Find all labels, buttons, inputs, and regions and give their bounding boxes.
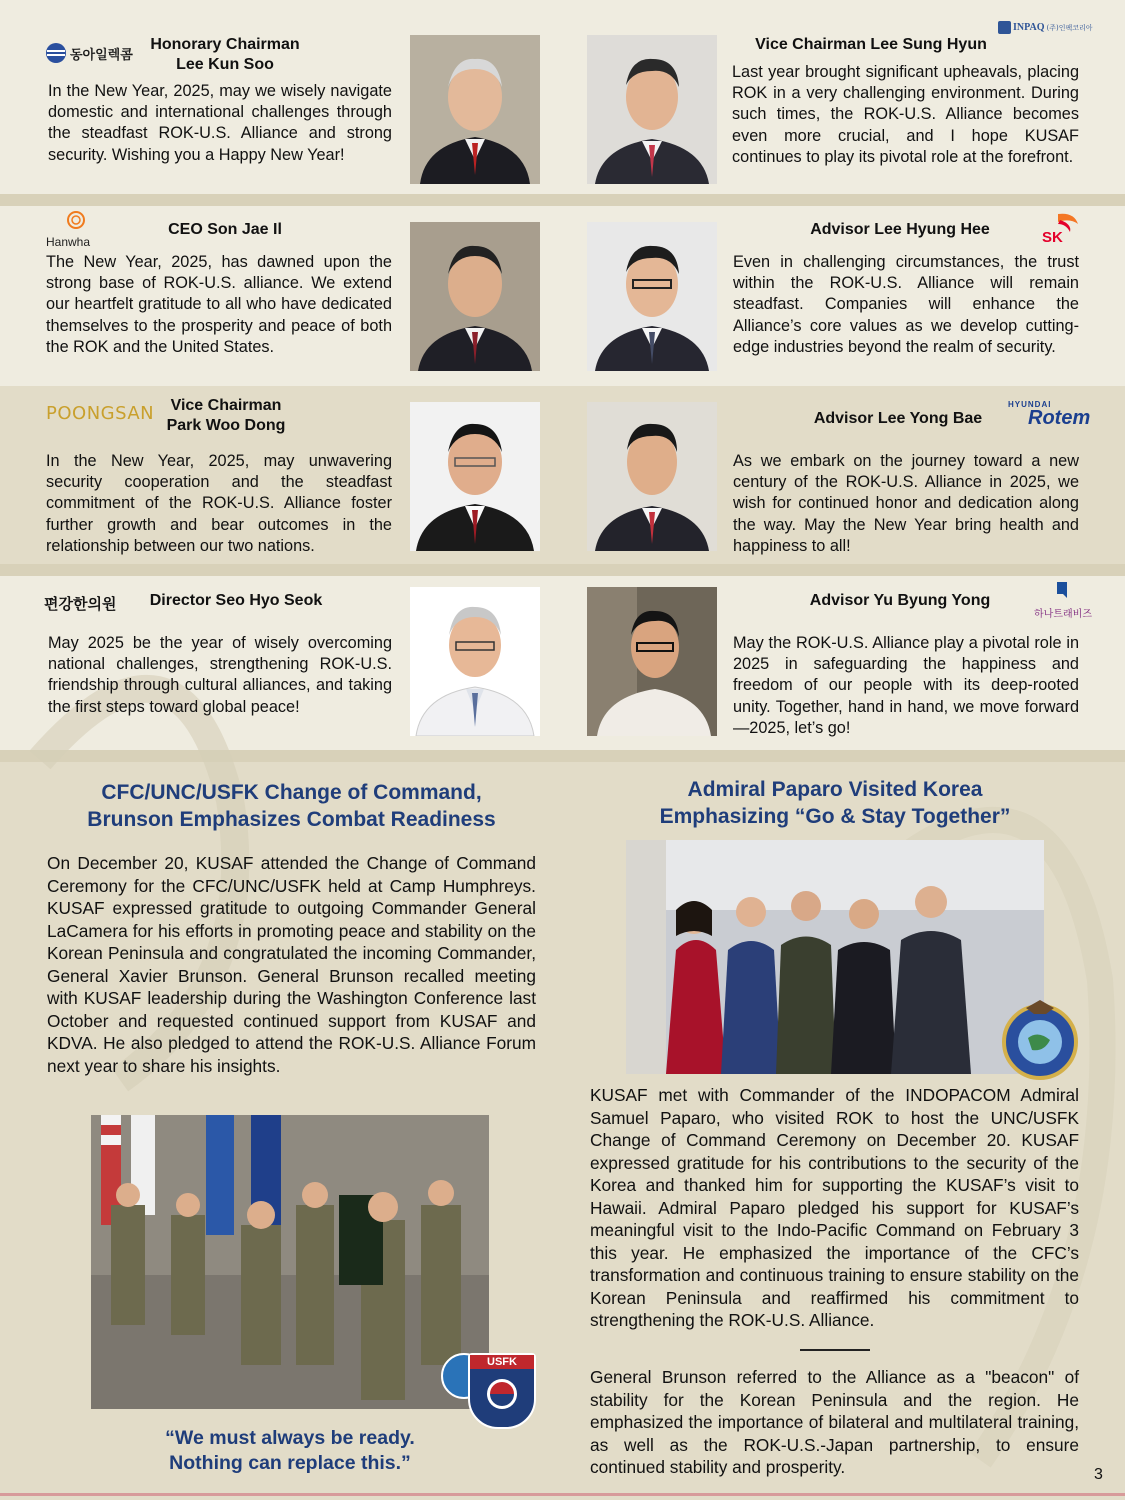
greeting-message: The New Year, 2025, has dawned upon the strong base of ROK-U.S. alliance. We extend our heartfelt gratitude to all who have dedicated themselves to the prosperity and peace of both the ROK and the United States. <box>46 253 392 356</box>
poongsan-logo: POONGSAN <box>46 403 155 424</box>
inpaq-logo-korean: (주)인팩코리아 <box>1046 23 1093 32</box>
dongah-logo-icon <box>45 42 67 64</box>
inpaq-logo-text: INPAQ <box>1013 22 1045 33</box>
portrait-photo <box>587 35 717 184</box>
portrait-photo <box>587 587 717 736</box>
heading-line: Admiral Paparo Visited Korea <box>687 778 983 801</box>
portrait-photo <box>410 402 540 551</box>
hanwha-logo-text: Hanwha <box>46 235 91 249</box>
page-number: 3 <box>1094 1466 1103 1483</box>
portrait-illustration <box>410 222 540 371</box>
greeting-message: In the New Year, 2025, may unwavering security cooperation and the steadfast commitment of the ROK-U.S. Alliance foster further growth and bear outcomes in the relationship between our two nations. <box>46 452 392 555</box>
usfk-label: USFK <box>470 1355 534 1369</box>
inpaq-logo-icon <box>998 21 1011 34</box>
greeting-name <box>140 396 312 436</box>
portrait-illustration <box>587 402 717 551</box>
rotem-logo-text: Rotem <box>1028 407 1091 429</box>
hyundai-logo-text: HYUNDAI <box>1008 400 1052 409</box>
greeting-message: In the New Year, 2025, may we wisely navigate domestic and international challenges through the steadfast ROK-U.S. Alliance and strong security. Wishing you a Happy New Year! <box>48 82 392 164</box>
article-heading <box>585 776 1085 830</box>
separator <box>0 194 1125 206</box>
sk-logo-icon <box>1040 210 1080 244</box>
article-divider <box>800 1349 870 1351</box>
visit-photo-illustration <box>626 840 1044 1074</box>
name-line: Park Woo Dong <box>166 417 286 434</box>
heading-line: Emphasizing “Go & Stay Together” <box>659 805 1011 828</box>
hana-travelvits-logo <box>1030 580 1096 620</box>
greeting-message: May the ROK-U.S. Alliance play a pivotal role in 2025 in safeguarding the happiness and freedom of our people with its deep-rooted unity. Together, hand in hand, we move forward—2025, let’s go! <box>733 634 1079 737</box>
greeting-name: Director Seo Hyo Seok <box>149 592 323 609</box>
name-line: Vice Chairman <box>170 397 282 414</box>
hanwha-logo-icon <box>62 210 90 232</box>
article-body: KUSAF met with Commander of the INDOPACOM Admiral Samuel Paparo, who visited ROK to host the UNC/USFK Change of Command Ceremony on December 20. KUSAF expressed gratitude for his contributions to the security of the Korea and thanked him for supporting the KUSAF’s visit to Hawaii. Admiral Paparo pledged his support for KUSAF’s meaningful visit to the Indo-Pacific Command on February 3 this year. He emphasized the importance of the CFC’s transformation and continuous training to ensure stability on the Korean Peninsula and reaffirmed his commitment to strengthening the ROK-U.S. Alliance. <box>590 1085 1079 1330</box>
indopacom-emblem <box>998 1000 1082 1080</box>
portrait-illustration <box>410 35 540 184</box>
indopacom-seal-icon <box>998 1000 1082 1080</box>
article-heading <box>40 779 543 833</box>
article-quote <box>90 1426 490 1476</box>
portrait-illustration <box>410 402 540 551</box>
visit-photo <box>626 840 1044 1074</box>
dongah-logo-text: 동아일렉콤 <box>70 47 133 63</box>
quote-line: Nothing can replace this.” <box>169 1452 411 1474</box>
greeting-name: CEO Son Jae Il <box>168 221 282 238</box>
name-line: Lee Kun Soo <box>176 56 274 73</box>
portrait-photo <box>410 222 540 371</box>
greeting-name: Vice Chairman Lee Sung Hyun <box>755 36 987 53</box>
sk-logo-text: SK <box>1042 229 1063 244</box>
hyundai-rotem-logo <box>1008 400 1094 430</box>
hana-logo-text: 하나트래비즈 <box>1034 609 1092 620</box>
greeting-name <box>130 35 320 75</box>
portrait-illustration <box>587 587 717 736</box>
portrait-illustration <box>410 587 540 736</box>
ceremony-photo-illustration <box>91 1115 489 1409</box>
portrait-illustration <box>587 35 717 184</box>
dongah-logo <box>45 42 133 64</box>
hanwha-logo <box>46 210 106 249</box>
greeting-name: Advisor Lee Yong Bae <box>813 410 983 427</box>
article-body: On December 20, KUSAF attended the Change of Command Ceremony for the CFC/UNC/USFK held at Camp Humphreys. KUSAF expressed gratitude to outgoing Commander General LaCamera for his efforts in promoting peace and stability on the Korean Peninsula and congratulated the incoming Commander, General Xavier Brunson. General Brunson recalled meeting with KUSAF leadership during the Washington Conference last October and requested continued support from KUSAF and KDVA. He also pledged to attend the ROK-U.S. Alliance Forum next year to share his insights. <box>47 853 536 1076</box>
usfk-emblem <box>468 1353 536 1429</box>
greeting-name: Advisor Yu Byung Yong <box>809 592 991 609</box>
greeting-message: Last year brought significant upheavals, placing ROK in a very challenging environment. During such times, the ROK-U.S. Alliance becomes even more crucial, and I hope KUSAF continues to play its pivotal role at the forefront. <box>732 63 1079 166</box>
hana-logo-icon <box>1055 580 1071 600</box>
quote-line: “We must always be ready. <box>165 1427 415 1449</box>
portrait-photo <box>410 587 540 736</box>
greeting-message: Even in challenging circumstances, the trust within the ROK-U.S. Alliance will remain steadfast. Companies will enhance the Alliance’s core values as we develop cutting-edge industries beyond the realm of security. <box>733 253 1079 356</box>
portrait-illustration <box>587 222 717 371</box>
greeting-message: May 2025 be the year of wisely overcoming national challenges, strengthening ROK-U.S. friendship through cultural alliances, and taking the first steps toward global peace! <box>48 634 392 716</box>
sk-logo <box>1040 210 1080 249</box>
inpaq-logo <box>998 21 1093 34</box>
portrait-photo <box>410 35 540 184</box>
name-line: Honorary Chairman <box>150 36 300 53</box>
pyeonkang-logo: 편강한의원 <box>44 595 117 613</box>
portrait-photo <box>587 222 717 371</box>
portrait-photo <box>587 402 717 551</box>
heading-line: CFC/UNC/USFK Change of Command, <box>101 781 482 804</box>
footer-line <box>0 1493 1125 1496</box>
ceremony-photo <box>91 1115 489 1409</box>
taegeuk-icon <box>485 1377 519 1411</box>
greeting-message: As we embark on the journey toward a new century of the ROK-U.S. Alliance in 2025, we wish for continued honor and dedication along the way. May the New Year bring health and happiness to all! <box>733 452 1079 555</box>
heading-line: Brunson Emphasizes Combat Readiness <box>87 808 496 831</box>
article-body: General Brunson referred to the Alliance as a "beacon" of stability for the Korean Peninsula and the region. He emphasized the importance of bilateral and multilateral training, as well as the ROK-U.S.-Japan partnership, to ensure continued stability and prosperity. <box>590 1367 1079 1477</box>
greeting-name: Advisor Lee Hyung Hee <box>810 221 990 238</box>
